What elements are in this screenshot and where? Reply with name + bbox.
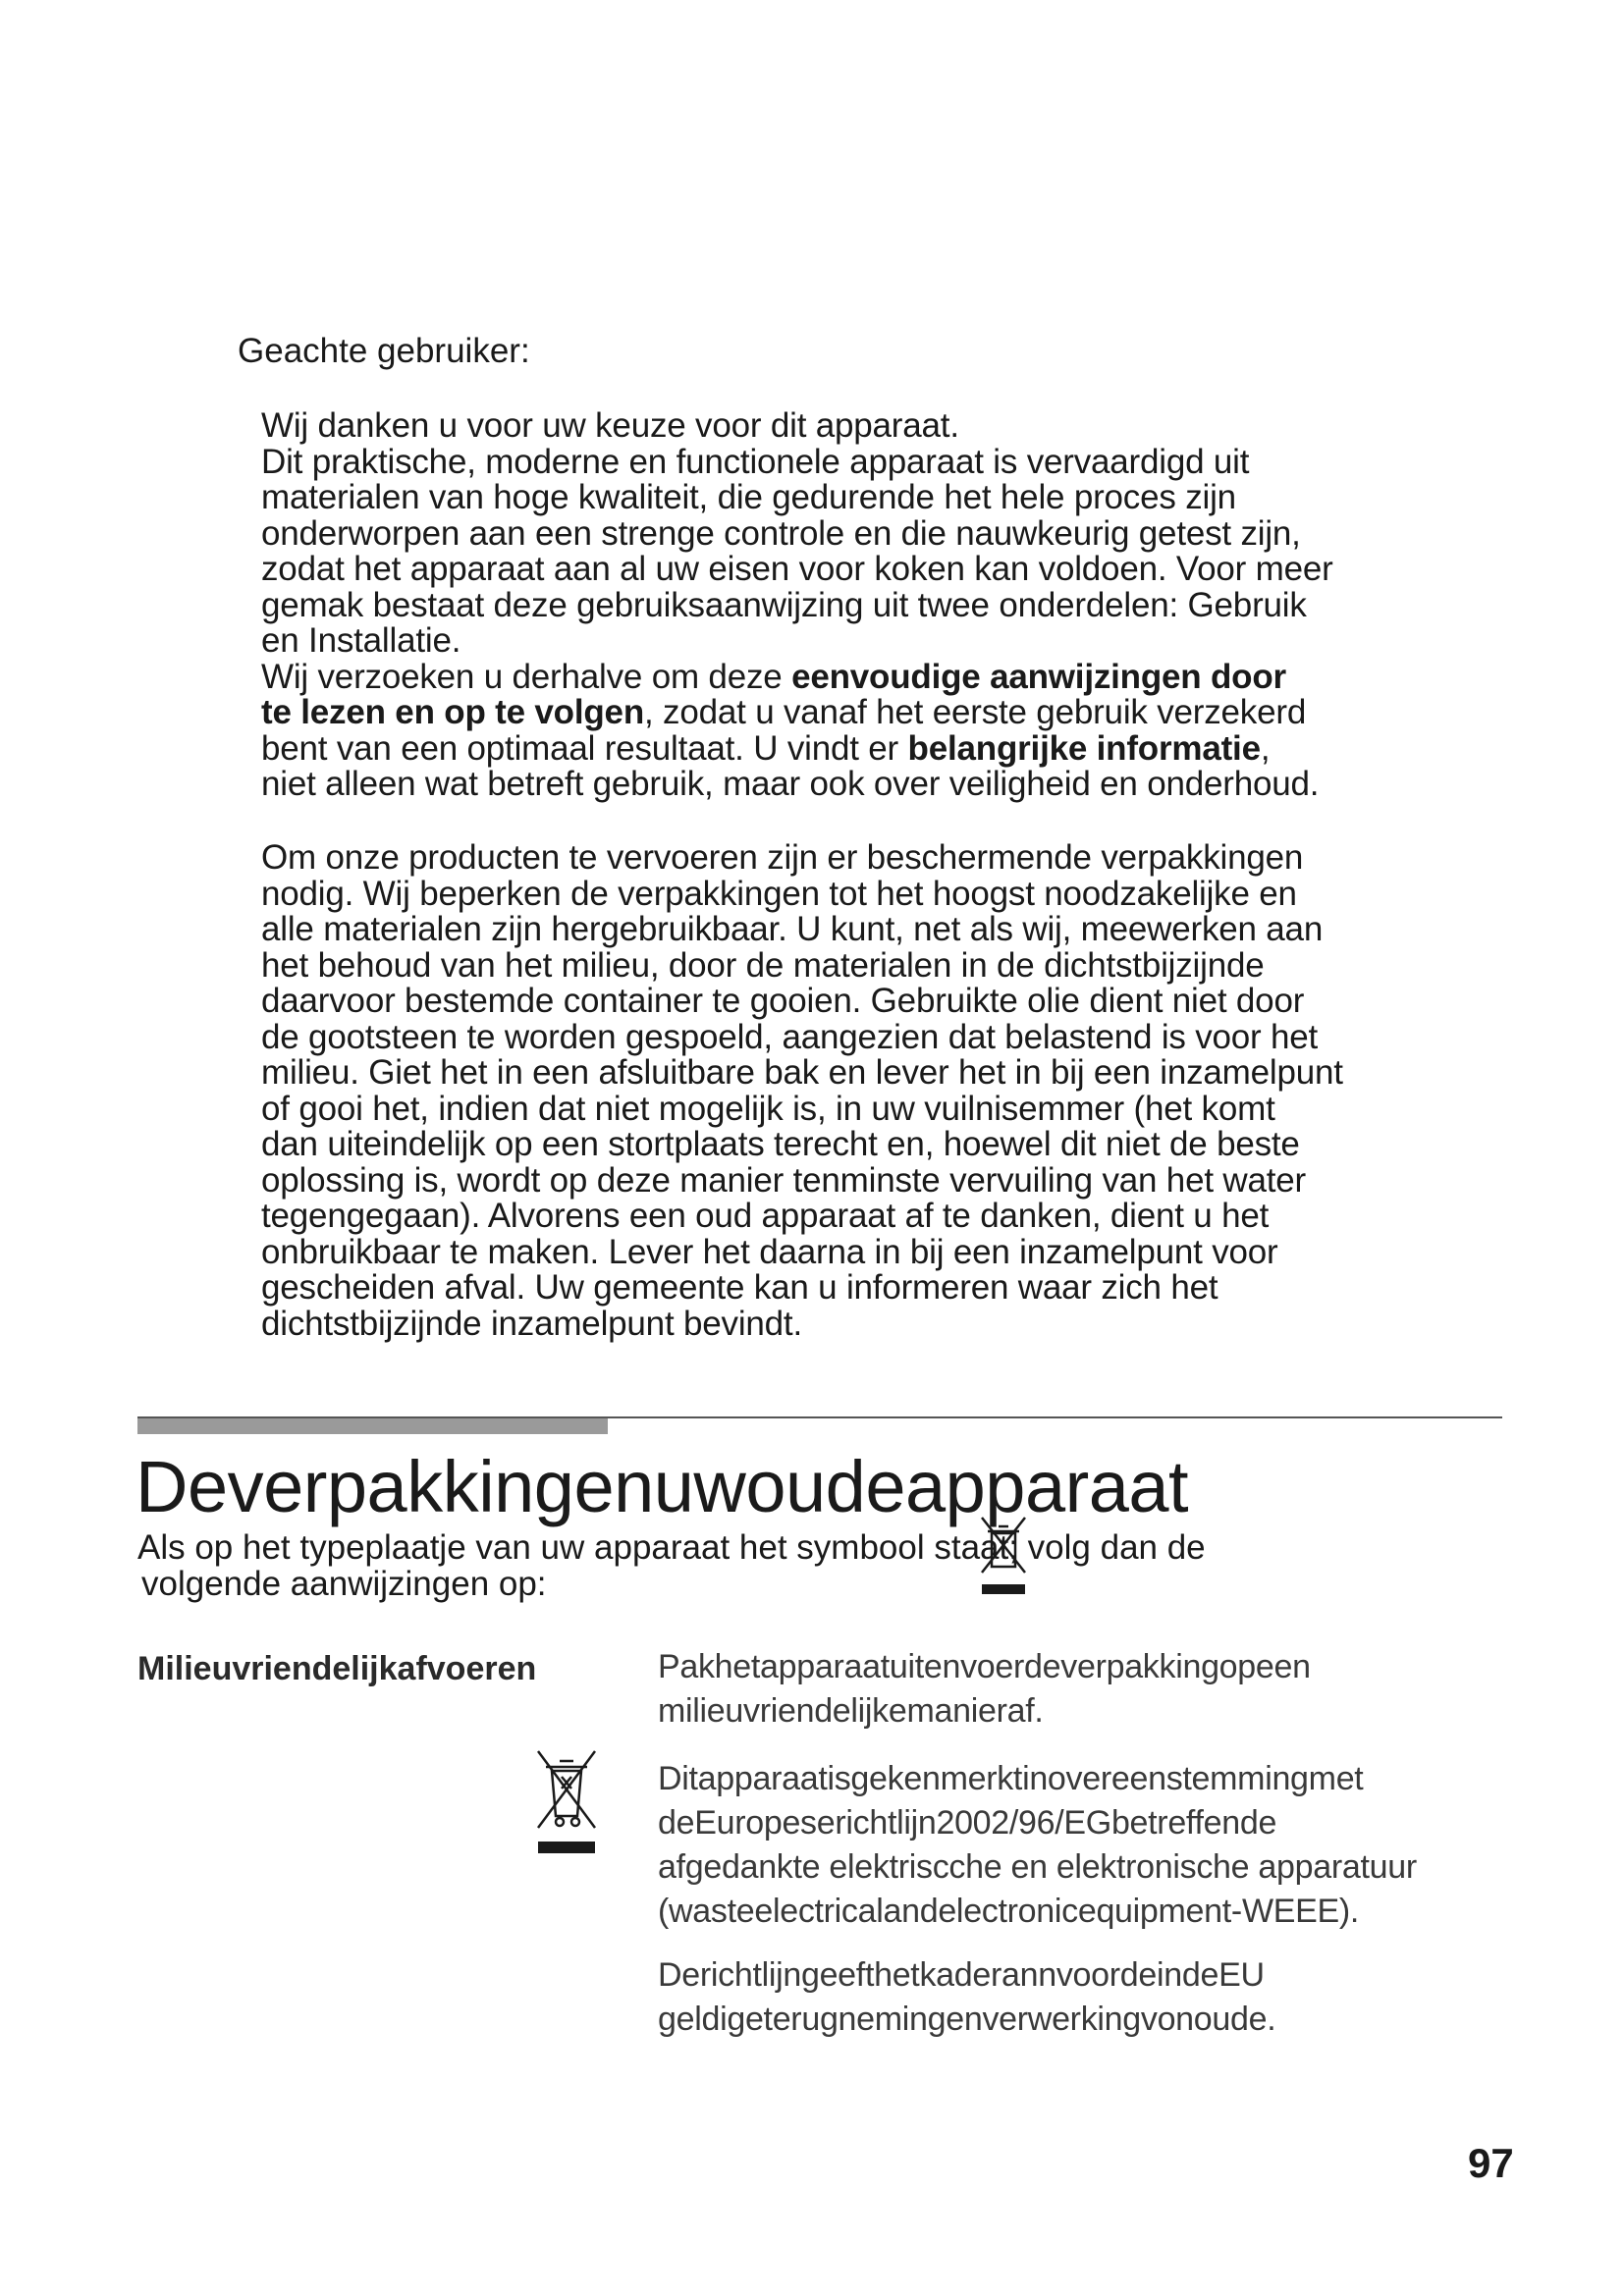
env-line: daarvoor bestemde container te gooien. Gebruikte olie dient niet door	[261, 982, 1305, 1020]
weee-line: afgedankte elektriscche en elektronische apparatuur	[658, 1848, 1417, 1886]
env-line: de gootsteen te worden gespoeld, aangezien dat belastend is voor het	[261, 1017, 1319, 1056]
intro-line	[261, 695, 1420, 731]
intro-text: bent van een optimaal resultaat. U vindt er	[261, 728, 908, 768]
intro-bold-text: belangrijke informatie	[907, 728, 1261, 768]
disposal-line: Pakhetapparaatuitenvoerdeverpakkingopeen	[658, 1648, 1311, 1685]
env-line: alle materialen zijn hergebruikbaar. U kunt, net als wij, meewerken aan	[261, 910, 1324, 948]
instruction-line: volgende aanwijzingen op:	[141, 1565, 547, 1603]
env-line: het behoud van het milieu, door de materialen in de dichtstbijzijnde	[261, 945, 1265, 985]
section-title: Deverpakkingenuwoudeapparaat	[135, 1446, 1189, 1527]
intro-line: Wij danken u voor uw keuze voor dit apparaat.	[261, 406, 959, 445]
directive-line: geldigeterugnemingenverwerkingvonoude.	[658, 2001, 1276, 2038]
environment-paragraph	[261, 840, 1420, 1342]
side-label: Milieuvriendelijkafvoeren	[137, 1650, 537, 1687]
env-line: Om onze producten te vervoeren zijn er beschermende verpakkingen	[261, 838, 1304, 877]
disposal-paragraph	[658, 1645, 1522, 1734]
intro-line: onderworpen aan een strenge controle en die nauwkeurig getest zijn,	[261, 513, 1301, 553]
intro-text: , zodat u vanaf het eerste gebruik verzekerd	[644, 693, 1307, 731]
weee-line: Ditapparaatisgekenmerktinovereenstemmingmet	[658, 1760, 1364, 1797]
page-number: 97	[1468, 2140, 1514, 2186]
env-line: dichtstbijzijnde inzamelpunt bevindt.	[261, 1304, 802, 1343]
weee-crossed-bin-icon	[978, 1514, 1029, 1600]
env-line: tegengegaan). Alvorens een oud apparaat af te danken, dient u het	[261, 1197, 1270, 1235]
intro-bold-text: te lezen en op te volgen	[261, 693, 644, 731]
env-line: dan uiteindelijk op een stortplaats terecht en, hoewel dit niet de beste	[261, 1125, 1300, 1163]
greeting: Geachte gebruiker:	[238, 332, 530, 370]
env-line: of gooi het, indien dat niet mogelijk is, in uw vuilnisemmer (het komt	[261, 1089, 1275, 1128]
intro-paragraph	[261, 408, 1420, 803]
intro-line: niet alleen wat betreft gebruik, maar ook over veiligheid en onderhoud.	[261, 765, 1320, 803]
intro-line: en Installatie.	[261, 621, 461, 660]
env-line: onbruikbaar te maken. Lever het daarna in bij een inzamelpunt voor	[261, 1232, 1278, 1271]
section-instruction	[137, 1529, 1206, 1602]
instruction-line: Als op het typeplaatje van uw apparaat het symbool staat; volg dan de	[137, 1528, 1206, 1567]
intro-line: Dit praktische, moderne en functionele apparaat is vervaardigd uit	[261, 442, 1250, 481]
env-line: milieu. Giet het in een afsluitbare bak en lever het in bij een inzamelpunt	[261, 1053, 1343, 1092]
section-divider-accent	[137, 1418, 608, 1434]
disposal-line: milieuvriendelijkemanieraf.	[658, 1692, 1044, 1730]
env-line: nodig. Wij beperken de verpakkingen tot het hoogst noodzakelijke en	[261, 874, 1297, 913]
weee-line: (wasteelectricalandelectronicequipment-WEEE).	[658, 1893, 1360, 1930]
intro-line: gemak bestaat deze gebruiksaanwijzing uit twee onderdelen: Gebruik	[261, 585, 1307, 624]
env-line: gescheiden afval. Uw gemeente kan u informeren waar zich het	[261, 1268, 1218, 1307]
intro-line	[261, 657, 1420, 696]
intro-line: materialen van hoge kwaliteit, die gedurende het hele proces zijn	[261, 478, 1236, 516]
intro-bold-text: eenvoudige aanwijzingen door	[791, 657, 1286, 696]
intro-text: Wij verzoeken u derhalve om deze	[261, 657, 792, 696]
directive-line: DerichtlijngeefthetkaderannvoordeindeEU	[658, 1956, 1265, 1994]
intro-text: ,	[1260, 728, 1271, 768]
directive-paragraph	[658, 1953, 1522, 2042]
weee-paragraph	[658, 1757, 1522, 1934]
intro-line: zodat het apparaat aan al uw eisen voor koken kan voldoen. Voor meer	[261, 550, 1333, 588]
weee-line: deEuropeserichtlijn2002/96/EGbetreffende	[658, 1804, 1277, 1842]
weee-crossed-bin-icon	[534, 1745, 599, 1857]
env-line: oplossing is, wordt op deze manier tenminste vervuiling van het water	[261, 1160, 1306, 1200]
intro-line	[261, 728, 1420, 768]
